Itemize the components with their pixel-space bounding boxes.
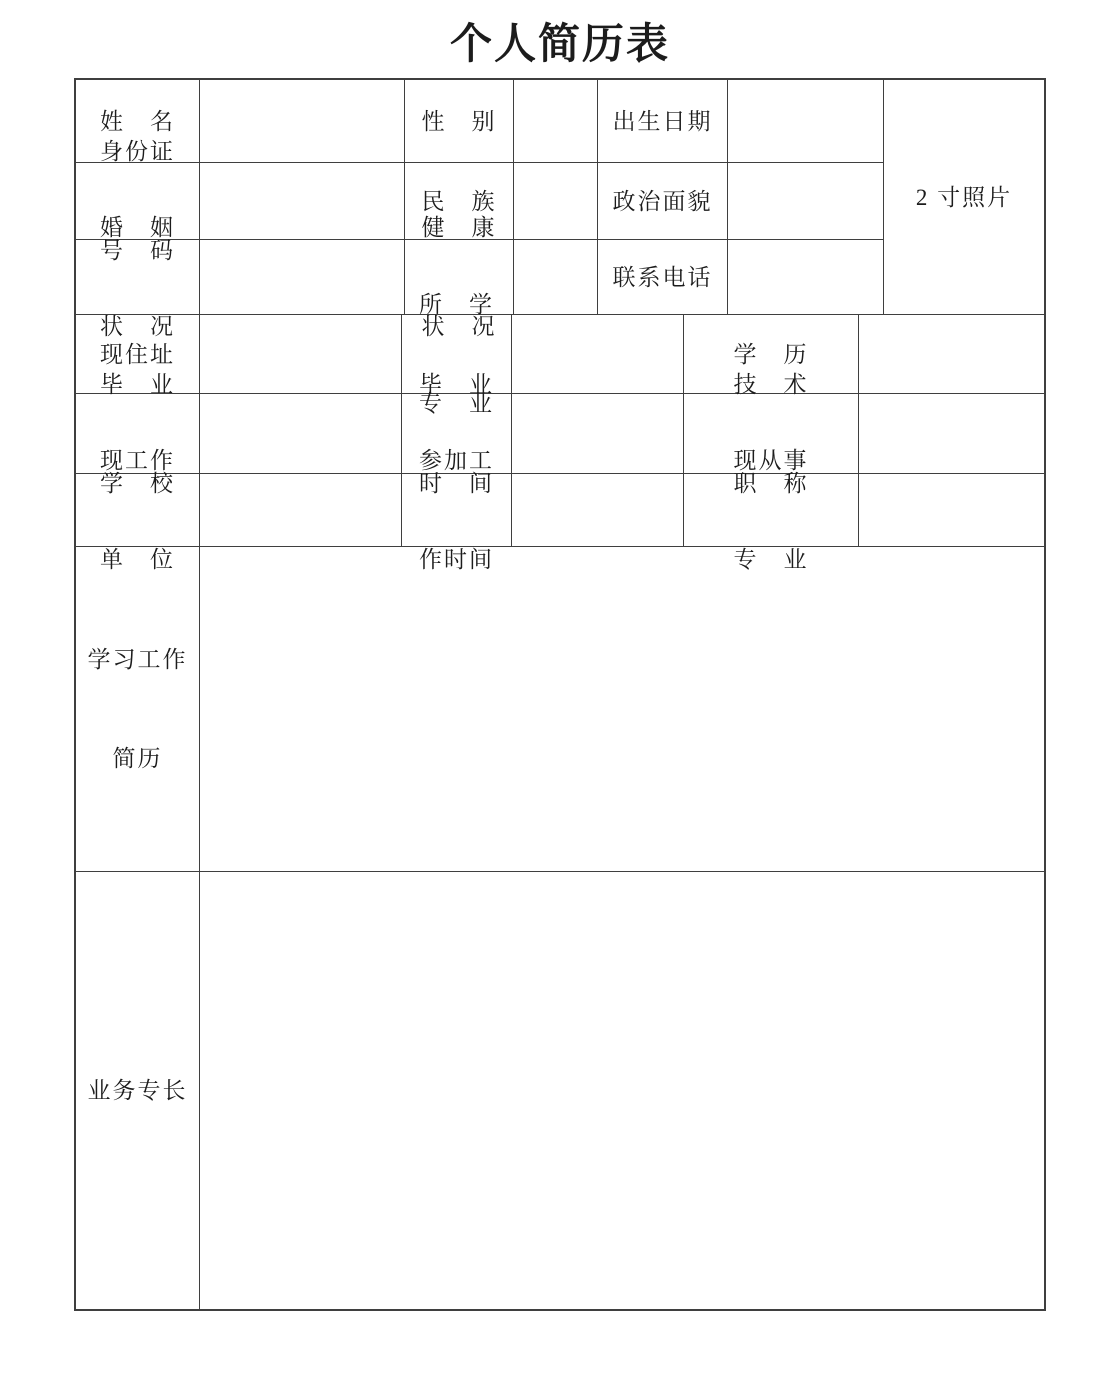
political-status-label xyxy=(598,163,728,240)
specialty-content-cell[interactable] xyxy=(200,872,1044,1309)
label-line: 学 校 xyxy=(100,470,175,496)
label-line: 号 码 xyxy=(100,238,175,263)
label-line: 婚 姻 xyxy=(100,215,175,240)
gender-value-cell[interactable] xyxy=(514,80,598,163)
label-line: 毕 业 xyxy=(100,371,175,397)
label-text: 政治面貌 xyxy=(612,188,713,214)
photo-label: 2 寸照片 xyxy=(915,184,1013,210)
label-text: 现住址 xyxy=(100,341,175,367)
basic-info-section xyxy=(76,80,1044,339)
label-line: 现工作 xyxy=(100,448,175,473)
work-unit-value-cell[interactable] xyxy=(200,474,402,547)
label-text: 学 历 xyxy=(733,341,809,367)
id-number-value-cell[interactable] xyxy=(200,163,405,240)
label-text: 姓 名 xyxy=(100,108,175,134)
label-line: 状 况 xyxy=(421,314,497,339)
label-line: 专 业 xyxy=(733,547,809,572)
work-unit-label xyxy=(76,448,200,572)
education-work-section xyxy=(76,292,1044,572)
label-line: 职 称 xyxy=(733,470,809,496)
label-text xyxy=(88,577,188,841)
resume-table xyxy=(74,78,1046,1311)
birth-date-value-cell[interactable] xyxy=(728,80,884,163)
name-value-cell[interactable] xyxy=(200,80,405,163)
label-line: 简历 xyxy=(112,746,163,771)
label-line: 毕 业 xyxy=(419,371,494,397)
education-value-cell[interactable] xyxy=(859,315,1044,394)
work-history-content-cell[interactable] xyxy=(200,547,1044,872)
phone-label xyxy=(598,240,728,315)
current-profession-value-cell[interactable] xyxy=(859,474,1044,547)
ethnicity-value-cell[interactable] xyxy=(514,163,598,240)
address-value-cell[interactable] xyxy=(200,315,402,394)
label-line: 单 位 xyxy=(100,547,175,572)
label-line: 所 学 xyxy=(419,292,494,317)
label-line: 身份证 xyxy=(100,139,175,164)
page-title: 个人简历表 xyxy=(449,22,670,68)
work-history-label xyxy=(76,547,200,872)
graduate-school-value-cell[interactable] xyxy=(200,394,402,474)
specialty-label xyxy=(76,872,200,1309)
work-start-time-value-cell[interactable] xyxy=(512,474,684,547)
label-text: 业务专长 xyxy=(87,1078,188,1103)
label-line: 技 术 xyxy=(733,371,809,397)
label-text: 性 别 xyxy=(421,108,497,134)
political-status-value-cell[interactable] xyxy=(728,163,884,240)
label-line: 状 况 xyxy=(100,314,175,339)
marital-status-value-cell[interactable] xyxy=(200,240,405,315)
label-line: 作时间 xyxy=(419,547,494,572)
label-line: 时 间 xyxy=(419,470,494,496)
label-line: 健 康 xyxy=(421,215,497,240)
label-text: 出生日期 xyxy=(612,108,713,134)
work-history-section xyxy=(76,547,1044,872)
major-value-cell[interactable] xyxy=(512,315,684,394)
label-line: 现从事 xyxy=(733,448,809,473)
graduation-time-value-cell[interactable] xyxy=(512,394,684,474)
specialty-section xyxy=(76,872,1044,1309)
photo-placeholder[interactable] xyxy=(884,80,1044,315)
label-line: 参加工 xyxy=(419,448,494,473)
work-start-time-label xyxy=(402,448,512,572)
label-text: 民 族 xyxy=(421,188,497,214)
health-value-cell[interactable] xyxy=(514,240,598,315)
label-line: 专 业 xyxy=(419,391,494,416)
technical-title-value-cell[interactable] xyxy=(859,394,1044,474)
label-line: 学习工作 xyxy=(87,647,188,672)
current-profession-label xyxy=(684,448,859,572)
label-text: 联系电话 xyxy=(612,264,713,290)
birth-date-label xyxy=(598,80,728,163)
